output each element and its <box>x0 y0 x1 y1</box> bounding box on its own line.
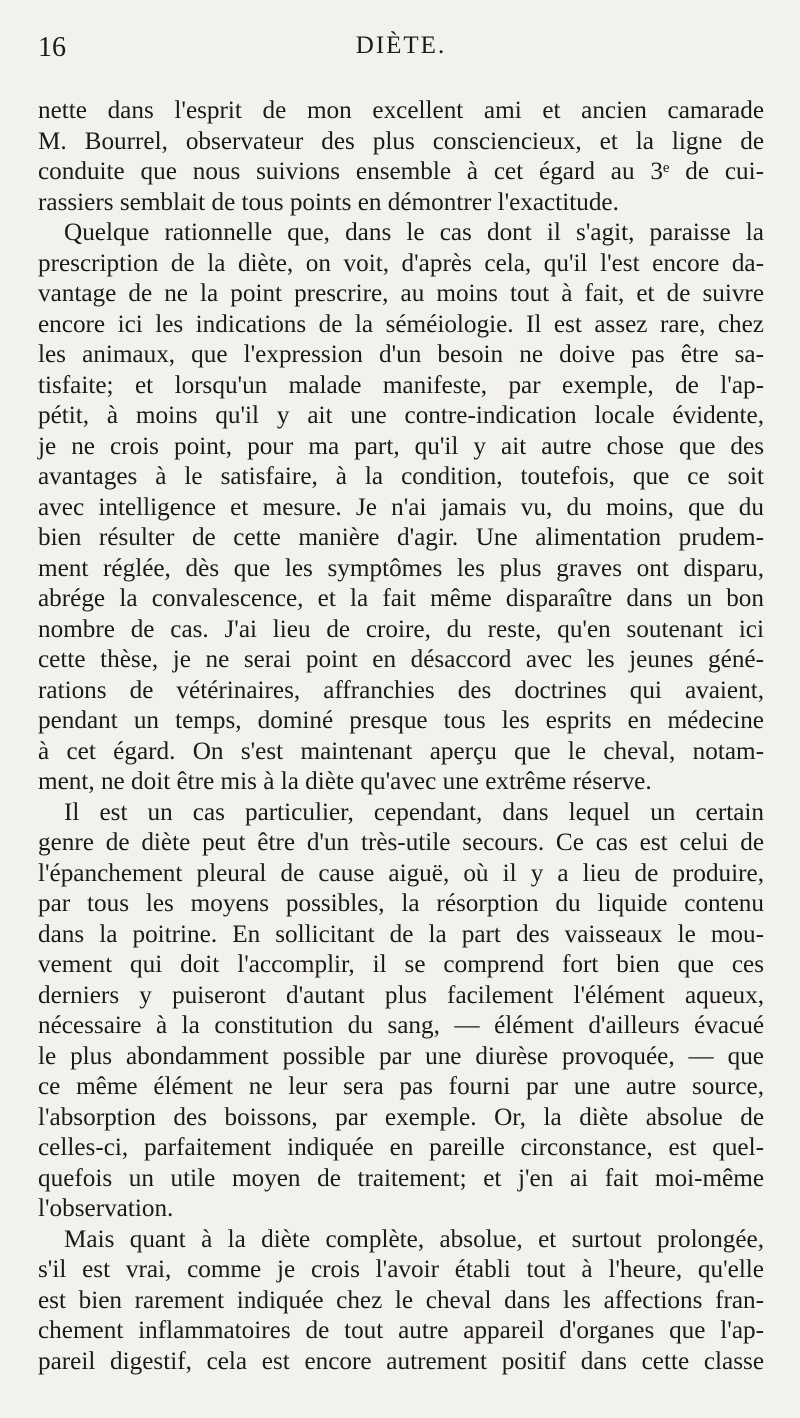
text-line: le plus abondamment possible par une diurèse provoquée, — que <box>38 1042 764 1070</box>
text-line: tisfaite; et lorsqu'un malade manifeste, par exemple, de l'ap- <box>38 371 764 399</box>
text-line: nécessaire à la constitution du sang, — élément d'ailleurs évacué <box>38 1012 764 1039</box>
text-line: celles-ci, parfaitement indiquée en pareille circonstance, est quel- <box>38 1134 764 1161</box>
page-header <box>38 28 764 74</box>
text-line: je ne crois point, pour ma part, qu'il y ait autre chose que des <box>38 432 764 460</box>
text-line: par tous les moyens possibles, la résorption du liquide contenu <box>38 890 764 917</box>
text-line: dans la poitrine. En sollicitant de la part des vaisseaux le mou- <box>38 920 764 948</box>
text-line: vement qui doit l'accomplir, il se comprend fort bien que ces <box>38 951 764 978</box>
text-line: Mais quant à la diète complète, absolue, et surtout prolongée, <box>64 1225 764 1253</box>
paragraph-2 <box>38 218 764 798</box>
text-line: rations de vétérinaires, affranchies des doctrines qui avaient, <box>38 676 764 704</box>
text-line: Quelque rationnelle que, dans le cas dont il s'agit, paraisse la <box>64 219 764 246</box>
text-line: genre de diète peut être d'un très-utile secours. Ce cas est celui de <box>38 829 764 856</box>
text-line: pareil digestif, cela est encore autrement positif dans cette classe <box>38 1347 764 1375</box>
text-line: l'absorption des boissons, par exemple. Or, la diète absolue de <box>38 1103 764 1131</box>
text-line: est bien rarement indiquée chez le cheval dans les affections fran- <box>38 1286 764 1314</box>
body-text <box>38 96 764 1377</box>
text-line: encore ici les indications de la séméiologie. Il est assez rare, chez <box>38 310 764 338</box>
text-line: Il est un cas particulier, cependant, dans lequel un certain <box>64 798 764 826</box>
text-line: abrége la convalescence, et la fait même disparaître dans un bon <box>38 585 764 612</box>
paragraph-1 <box>38 96 764 218</box>
page-number: 16 <box>38 32 66 63</box>
text-line: chement inflammatoires de tout autre appareil d'organes que l'ap- <box>38 1317 764 1344</box>
text-line: ment réglée, dès que les symptômes les plus graves ont disparu, <box>38 554 764 582</box>
paragraph-3 <box>38 798 764 1225</box>
text-line: s'il est vrai, comme je crois l'avoir établi tout à l'heure, qu'elle <box>38 1256 764 1283</box>
text-line: vantage de ne la point prescrire, au moins tout à fait, et de suivre <box>38 280 764 307</box>
text-line: les animaux, que l'expression d'un besoin ne doive pas être sa- <box>38 341 764 368</box>
text-line: quefois un utile moyen de traitement; et j'en ai fait moi-même <box>38 1164 764 1192</box>
text-line: ment, ne doit être mis à la diète qu'avec une extrême réserve. <box>38 768 652 795</box>
text-line: nombre de cas. J'ai lieu de croire, du reste, qu'en soutenant ici <box>38 615 764 643</box>
text-line: à cet égard. On s'est maintenant aperçu que le cheval, notam- <box>38 737 764 765</box>
paragraph-4 <box>38 1225 764 1378</box>
text-line: pendant un temps, dominé presque tous les esprits en médecine <box>38 707 764 734</box>
text-line: nette dans l'esprit de mon excellent ami et ancien camarade <box>38 97 764 124</box>
text-line: l'épanchement pleural de cause aiguë, où il y a lieu de produire, <box>38 859 764 887</box>
text-line: conduite que nous suivions ensemble à cet égard au 3ᵉ de cui- <box>38 158 764 185</box>
text-line: avantages à le satisfaire, à la condition, toutefois, que ce soit <box>38 463 764 490</box>
running-head: DIÈTE. <box>355 32 447 59</box>
text-line: ce même élément ne leur sera pas fourni par une autre source, <box>38 1073 764 1100</box>
text-line: avec intelligence et mesure. Je n'ai jamais vu, du moins, que du <box>38 493 764 521</box>
text-line: l'observation. <box>38 1195 174 1222</box>
text-line: cette thèse, je ne serai point en désaccord avec les jeunes géné- <box>38 646 764 673</box>
text-line: bien résulter de cette manière d'agir. Une alimentation prudem- <box>38 524 764 551</box>
text-line: pétit, à moins qu'il y ait une contre-indication locale évidente, <box>38 402 764 429</box>
text-line: prescription de la diète, on voit, d'après cela, qu'il l'est encore da- <box>38 249 764 277</box>
text-line: derniers y puiseront d'autant plus facilement l'élément aqueux, <box>38 981 764 1009</box>
text-line: rassiers semblait de tous points en démontrer l'exactitude. <box>38 188 619 216</box>
text-line: M. Bourrel, observateur des plus consciencieux, et la ligne de <box>38 127 764 155</box>
